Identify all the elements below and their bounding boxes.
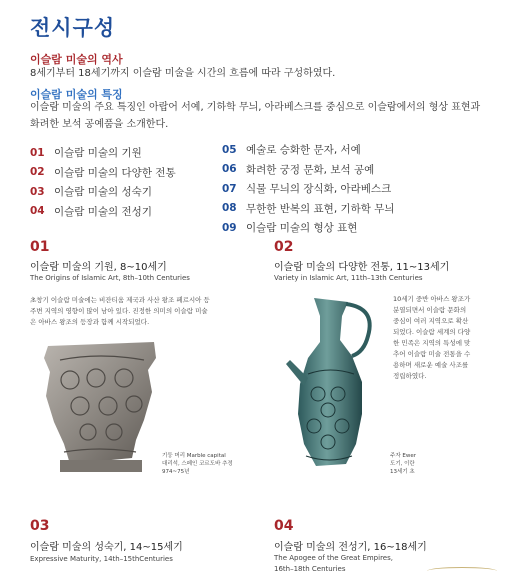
toc-number: 07 xyxy=(222,182,237,195)
page-title: 전시구성 xyxy=(30,16,116,40)
toc-item xyxy=(30,163,176,183)
toc-label: 이슬람 미술의 성숙기 xyxy=(54,186,152,199)
desc-line: 분열되면서 이슬람 문화의 xyxy=(393,306,467,314)
corner-ornament xyxy=(427,567,497,575)
section-subtitle-02: Variety in Islamic Art, 11th–13th Centuries xyxy=(274,274,423,282)
toc-label: 이슬람 미술의 기원 xyxy=(54,147,142,160)
section-title-02: 이슬람 미술의 다양한 전통, 11~13세기 xyxy=(274,262,450,273)
section-subtitle-01: The Origins of Islamic Art, 8th–10th Centuries xyxy=(30,274,190,282)
desc-line: 중심이 여러 지역으로 확산 xyxy=(393,317,469,325)
subtitle-line: The Apogee of the Great Empires, xyxy=(274,554,393,562)
desc-line: 추어 이슬람 미술 전통을 수 xyxy=(393,350,471,358)
desc-line: 초창기 이슬람 미술에는 비잔티움 제국과 사산 왕조 페르시아 등 xyxy=(30,296,210,304)
toc-number: 06 xyxy=(222,163,237,176)
desc-line: 한 민족은 지역의 특성에 맞 xyxy=(393,339,471,347)
desc-line: 10세기 중반 아바스 왕조가 xyxy=(393,295,471,303)
toc-item xyxy=(30,202,176,222)
toc-label: 화려한 궁정 문화, 보석 공예 xyxy=(246,163,375,176)
toc-number: 09 xyxy=(222,221,237,234)
history-text: 8세기부터 18세기까지 이슬람 미술을 시간의 흐름에 따라 구성하였다. xyxy=(30,68,336,79)
toc-number: 05 xyxy=(222,143,237,156)
ewer-image xyxy=(282,294,380,476)
section-title-01: 이슬람 미술의 기원, 8~10세기 xyxy=(30,262,167,273)
toc-item xyxy=(222,199,395,219)
section-description-02 xyxy=(393,294,493,382)
section-subtitle-04 xyxy=(274,553,393,575)
toc-item xyxy=(222,218,395,238)
desc-line: 정립하였다. xyxy=(393,372,427,380)
desc-line: 주변 지역의 영향이 많이 남아 있다. 진정한 의미의 이슬람 미술 xyxy=(30,307,208,315)
caption-line: 기둥 머리 Marble capital xyxy=(162,453,226,459)
toc-features-list xyxy=(222,140,395,238)
toc-label: 예술로 승화한 문자, 서예 xyxy=(246,144,361,157)
toc-label: 무한한 반복의 표현, 기하학 무늬 xyxy=(246,202,395,215)
caption-line: 주자 Ewer xyxy=(390,453,416,459)
toc-number: 08 xyxy=(222,202,237,215)
section-number-01: 01 xyxy=(30,239,50,255)
toc-item xyxy=(30,143,176,163)
section-subtitle-03: Expressive Maturity, 14th–15thCenturies xyxy=(30,555,173,563)
section-number-03: 03 xyxy=(30,518,50,534)
caption-line: 도기, 이란 xyxy=(390,461,415,467)
capital-caption xyxy=(162,452,233,476)
toc-history-list xyxy=(30,143,176,221)
toc-item xyxy=(222,140,395,160)
history-heading: 이슬람 미술의 역사 xyxy=(30,53,123,66)
toc-item xyxy=(222,179,395,199)
toc-label: 이슬람 미술의 다양한 전통 xyxy=(54,166,176,179)
toc-number: 02 xyxy=(30,166,45,179)
features-heading: 이슬람 미술의 특징 xyxy=(30,88,123,101)
toc-item xyxy=(222,160,395,180)
toc-label: 식물 무늬의 장식화, 아라베스크 xyxy=(246,183,392,196)
ewer-caption xyxy=(390,452,416,476)
section-number-04: 04 xyxy=(274,518,294,534)
marble-capital-image xyxy=(40,340,162,475)
desc-line: 용하며 새로운 예술 사조를 xyxy=(393,361,469,369)
caption-line: 13세기 초 xyxy=(390,469,415,475)
section-number-02: 02 xyxy=(274,239,294,255)
desc-line: 되었다. 이슬람 세계의 다양 xyxy=(393,328,471,336)
section-description-01 xyxy=(30,295,270,328)
caption-line: 대리석, 스페인 코르도바 추정 xyxy=(162,461,233,467)
toc-item xyxy=(30,182,176,202)
toc-number: 03 xyxy=(30,185,45,198)
section-title-03: 이슬람 미술의 성숙기, 14~15세기 xyxy=(30,542,183,553)
features-text: 이슬람 미술의 주요 특징인 아랍어 서예, 기하학 무늬, 아라베스크를 중심으로 이슬람에서의 형상 표현과 화려한 보석 공예품을 소개한다. xyxy=(30,102,481,130)
section-title-04: 이슬람 미술의 전성기, 16~18세기 xyxy=(274,542,427,553)
toc-number: 01 xyxy=(30,146,45,159)
toc-label: 이슬람 미술의 형상 표현 xyxy=(246,222,358,235)
caption-line: 974~75년 xyxy=(162,469,190,475)
desc-line: 은 아바스 왕조의 등장과 함께 시작되었다. xyxy=(30,318,150,326)
toc-number: 04 xyxy=(30,205,45,218)
toc-label: 이슬람 미술의 전성기 xyxy=(54,205,152,218)
subtitle-line: 16th–18th Centuries xyxy=(274,565,346,573)
